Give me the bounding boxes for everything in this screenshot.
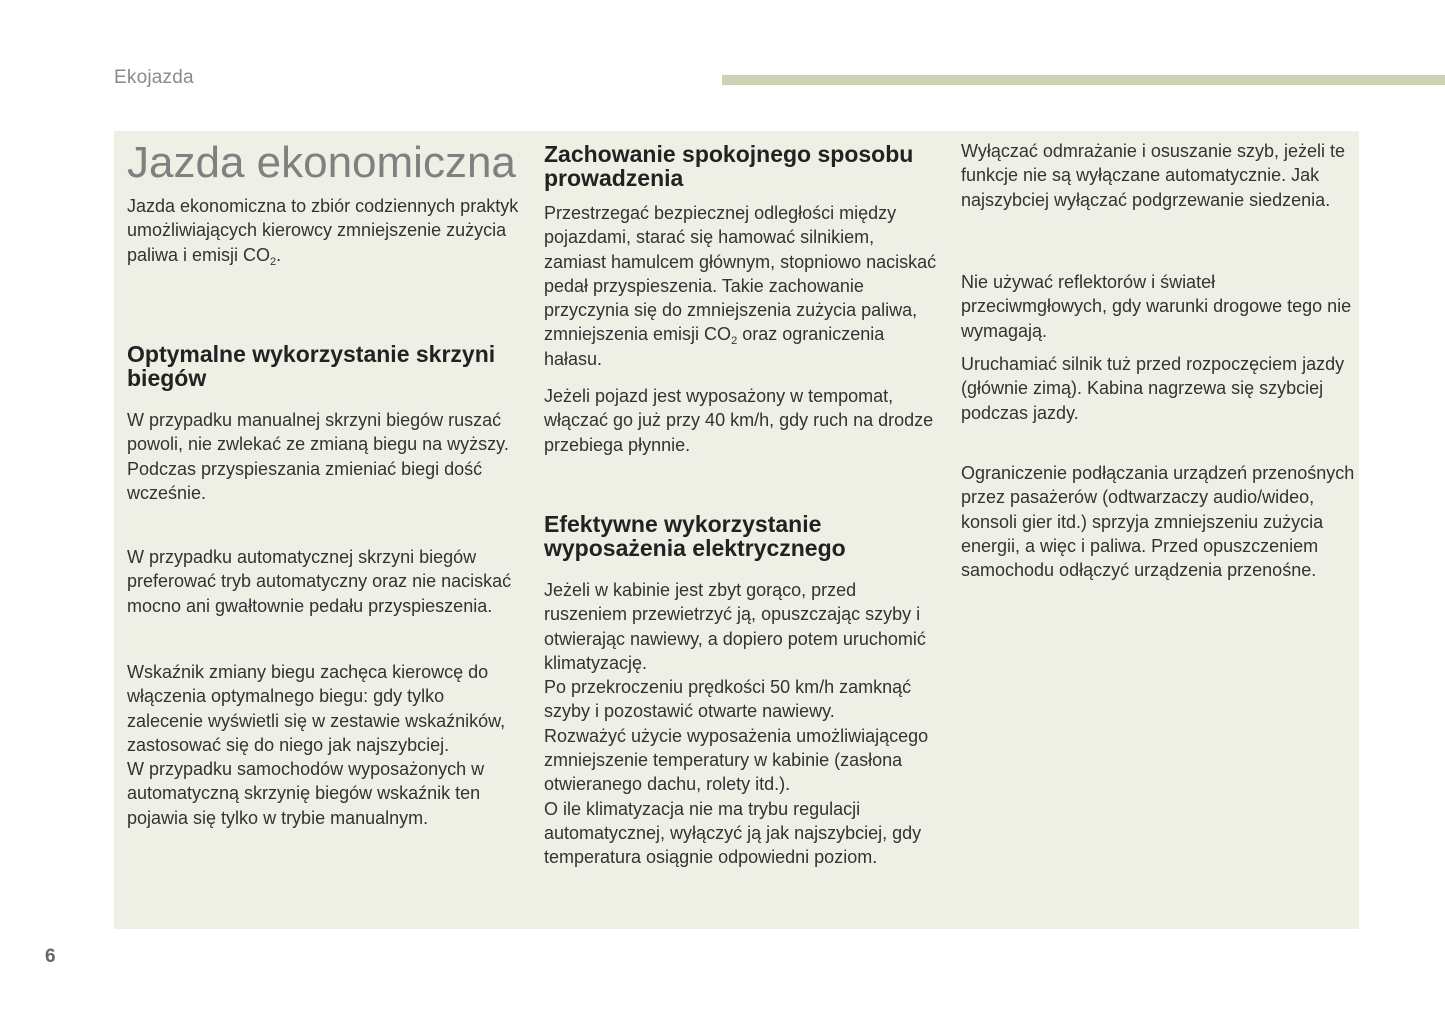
cruise-control-paragraph: Jeżeli pojazd jest wyposażony w tempomat, włączać go już przy 40 km/h, gdy ruch na drodze przebiega płynnie. [544,386,934,455]
page-number: 6 [45,946,56,967]
header-accent-bar [722,75,1445,85]
engine-start-paragraph: Uruchamiać silnik tuż przed rozpoczęciem jazdy (głównie zimą). Kabina nagrzewa się szybciej podczas jazdy. [961,354,1345,423]
section-header-title: Ekojazda [114,67,194,88]
heading-calm-driving: Zachowanie spokojnego sposobu prowadzenia [544,141,914,191]
portable-devices-paragraph: Ograniczenie podłączania urządzeń przenośnych przez pasażerów (odtwarzaczy audio/wideo, konsoli gier itd.) sprzyja zmniejszeniu zużycia energii, a więc i paliwa. Przed opuszczeniem samochodu odłączyć urządzenia przenośne. [961,463,1355,581]
content-panel [114,131,1359,929]
gearbox-paragraph-manual: W przypadku manualnej skrzyni biegów ruszać powoli, nie zwlekać ze zmianą biegu na wyższy. Podczas przyspieszania zmieniać biegi dość wcześnie. [127,410,509,503]
intro-end: . [276,244,282,265]
electrical-text-1: Jeżeli w kabinie jest zbyt gorąco, przed ruszeniem przewietrzyć ją, opuszczając szyby i otwierając nawiewy, a dopiero potem uruchomić klimatyzację. [544,580,926,673]
electrical-paragraph [544,578,939,870]
calm-driving-text-end: oraz ograniczenia hałasu. [544,324,885,369]
intro-paragraph [127,194,522,267]
calm-driving-paragraph [544,201,939,371]
gear-indicator-text: Wskaźnik zmiany biegu zachęca kierowcę do włączenia optymalnego biegu: gdy tylko zalecenie wyświetli się w zestawie wskaźników, zastosować się do niego jak najszybciej. [127,662,506,755]
electrical-text-3: Rozważyć użycie wyposażenia umożliwiającego zmniejszenie temperatury w kabinie (zasłona otwieranego dachu, rolety itd.). [544,725,929,795]
gearbox-paragraph-automatic: W przypadku automatycznej skrzyni biegów preferować tryb automatyczny oraz nie naciskać mocno ani gwałtownie pedału przyspieszenia. [127,547,512,616]
electrical-text-2: Po przekroczeniu prędkości 50 km/h zamknąć szyby i pozostawić otwarte nawiewy. [544,677,912,722]
heading-gearbox: Optymalne wykorzystanie skrzyni biegów [127,341,496,391]
column-left [127,131,522,828]
fog-lights-paragraph: Nie używać reflektorów i świateł przeciwmgłowych, gdy warunki drogowe tego nie wymagają. [961,272,1352,341]
co2-subscript-2: 2 [731,335,738,348]
gear-indicator-automatic-text: W przypadku samochodów wyposażonych w automatyczną skrzynię biegów wskaźnik ten pojawia się tylko w trybie manualnym. [127,759,485,828]
gearbox-paragraph-indicator [127,660,522,830]
defrost-paragraph: Wyłączać odmrażanie i osuszanie szyb, jeżeli te funkcje nie są wyłączane automatycznie. Jak najszybciej wyłączać podgrzewanie siedzenia. [961,141,1346,210]
heading-electrical: Efektywne wykorzystanie wyposażenia elektrycznego [544,511,846,561]
intro-text: Jazda ekonomiczna to zbiór codziennych praktyk umożliwiających kierowcy zmniejszenie zużycia paliwa i emisji CO [127,196,519,265]
page-title: Jazda ekonomiczna [127,138,516,187]
calm-driving-text: Przestrzegać bezpiecznej odległości między pojazdami, starać się hamować silnikiem, zamiast hamulcem głównym, stopniowo naciskać pedał przyspieszenia. Takie zachowanie przyczynia się do zmniejszenia zużycia paliwa, zmniejszenia emisji CO [544,203,937,345]
co2-subscript: 2 [270,255,277,268]
electrical-text-4: O ile klimatyzacja nie ma trybu regulacji automatycznej, wyłączyć ją jak najszybciej, gdy temperatura osiągnie odpowiedni poziom. [544,798,922,868]
